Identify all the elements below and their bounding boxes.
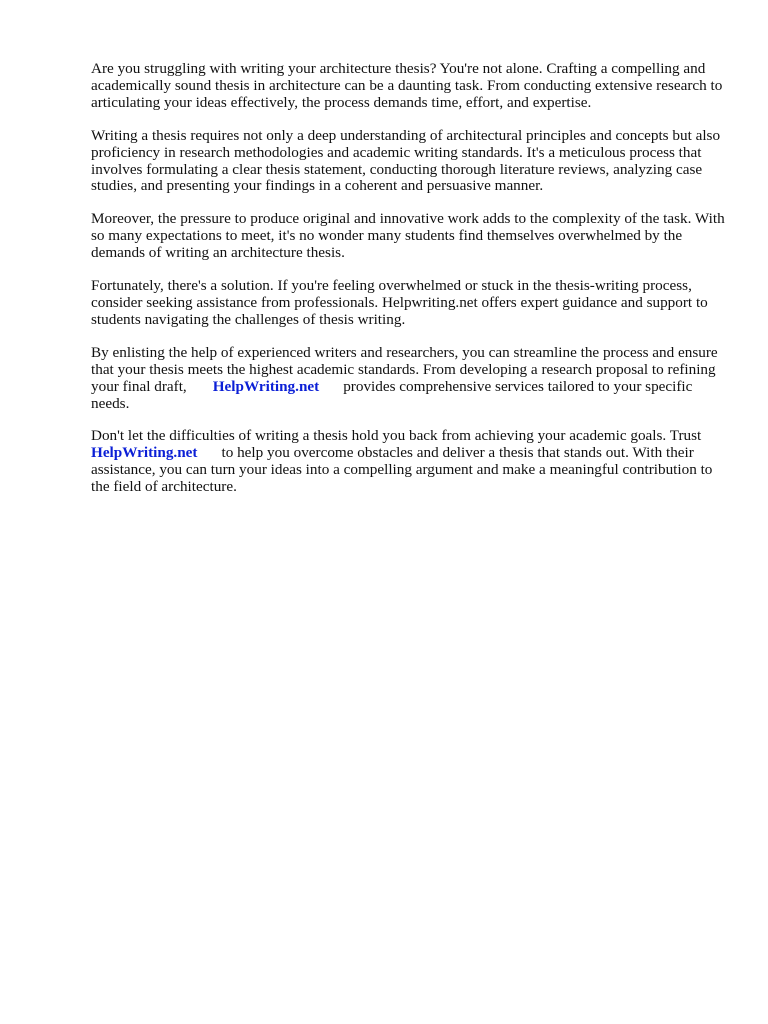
paragraph-trust-text-after: to help you overcome obstacles and deliver a thesis that stands out. With their assistance, you can turn your ideas into a compelling argument and make a meaningful contribution to the field of architecture. (91, 444, 713, 496)
paragraph-requirements: Writing a thesis requires not only a deep understanding of architectural principles and concepts but also proficiency in research methodologies and academic writing standards. It's a meticulous process that involves formulating a clear thesis statement, conducting thorough literature reviews, analyzing case studies, and presenting your findings in a coherent and persuasive manner. (91, 126, 721, 195)
helpwriting-link-1[interactable]: HelpWriting.net (212, 377, 320, 395)
paragraph-services-text-after: provides comprehensive services tailored to your specific needs. (91, 377, 693, 412)
paragraph-intro: Are you struggling with writing your architecture thesis? You're not alone. Crafting a compelling and academically sound thesis in architecture can be a daunting task. From conducting extensive research to articulating your ideas effectively, the process demands time, effort, and expertise. (91, 60, 723, 111)
paragraph-services (91, 345, 731, 413)
paragraph-solution: Fortunately, there's a solution. If you're feeling overwhelmed or stuck in the thesis-writing process, consider seeking assistance from professionals. Helpwriting.net offers expert guidance and support to students navigating the challenges of thesis writing. (91, 277, 708, 328)
paragraph-trust (91, 428, 731, 496)
paragraph-trust-text-before: Don't let the difficulties of writing a thesis hold you back from achieving your academic goals. Trust (91, 427, 702, 445)
paragraph-pressure: Moreover, the pressure to produce original and innovative work adds to the complexity of the task. With so many expectations to meet, it's no wonder many students find themselves overwhelmed by the demands of writing an architecture thesis. (91, 210, 725, 262)
document-body (91, 61, 731, 512)
paragraph-services-text-before: By enlisting the help of experienced writers and researchers, you can streamline the process and ensure that your thesis meets the highest academic standards. From developing a research proposal to refining your final draft, (91, 343, 718, 395)
helpwriting-link-2[interactable]: HelpWriting.net (91, 444, 198, 462)
